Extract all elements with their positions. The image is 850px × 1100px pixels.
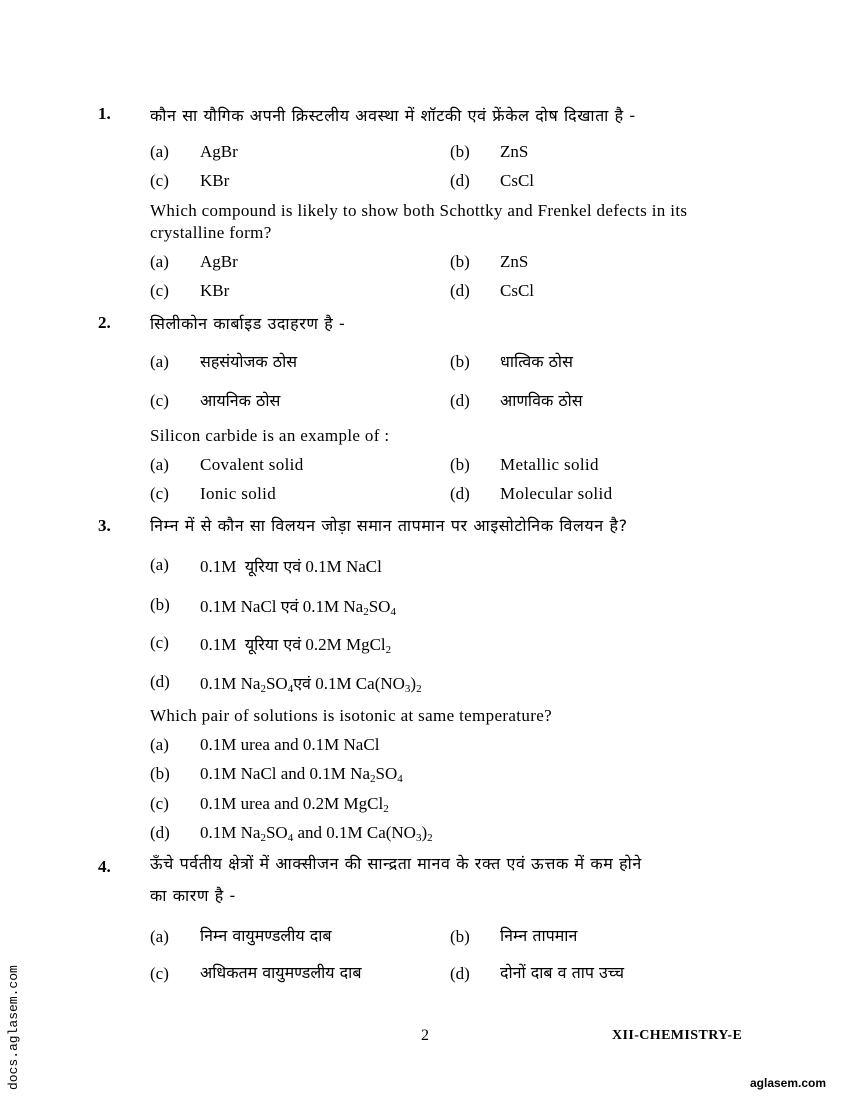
option-letter: (a) [150,555,169,574]
option-letter: (d) [450,171,470,190]
option-letter: (d) [450,964,470,983]
option-letter: (b) [450,352,470,371]
question-text-hindi: का कारण है - [150,886,236,905]
option-letter: (a) [150,927,169,946]
option-letter: (b) [450,252,470,271]
option-text: Ionic solid [200,484,277,503]
option-text: ZnS [500,142,529,161]
option-letter: (d) [450,391,470,410]
paper-code: XII-CHEMISTRY-E [612,1028,743,1043]
option-text: KBr [200,281,230,300]
option-text: 0.1M urea and 0.1M NaCl [200,735,380,754]
option-text: AgBr [200,252,238,271]
option-letter: (a) [150,252,169,271]
option-text: KBr [200,171,230,190]
option-letter: (c) [150,964,169,983]
side-watermark: docs.aglasem.com [6,965,21,1090]
question-number: 3. [98,516,111,535]
option-letter: (d) [450,484,470,503]
option-letter: (b) [450,927,470,946]
option-text: 0.1M $Na_2SO_4$ and 0.1M $Ca(NO_3)_2$ [200,823,433,844]
question-text-english: Silicon carbide is an example of : [150,426,390,445]
option-text: धात्विक ठोस [500,352,573,371]
question-number: 4. [98,857,111,876]
option-text: AgBr [200,142,238,161]
page-number: 2 [421,1027,429,1044]
option-letter: (c) [150,391,169,410]
option-text: Molecular solid [500,484,613,503]
option-letter: (c) [150,281,169,300]
option-text: ZnS [500,252,529,271]
option-letter: (d) [150,672,170,691]
option-letter: (a) [150,142,169,161]
option-text: सहसंयोजक ठोस [200,352,298,371]
option-letter: (a) [150,455,169,474]
option-letter: (d) [150,823,170,842]
question-text-hindi: ऊँचे पर्वतीय क्षेत्रों में आक्सीजन की सान्द्रता मानव के रक्त एवं ऊत्तक में कम होने [150,854,642,873]
option-text: निम्न वायुमण्डलीय दाब [200,926,332,945]
option-text: 0.1M NaCl एवं 0.1M $Na_2SO_4$ [200,597,396,618]
option-text: CsCl [500,281,535,300]
question-text-hindi: निम्न में से कौन सा विलयन जोड़ा समान तापमान पर आइसोटोनिक विलयन है? [150,516,628,535]
option-letter: (c) [150,484,169,503]
option-letter: (c) [150,794,169,813]
option-text: CsCl [500,171,535,190]
option-letter: (c) [150,171,169,190]
option-text: अधिकतम वायुमण्डलीय दाब [200,963,362,982]
option-text: 0.1M urea and 0.2M MgCl$_2$ [200,794,389,815]
question-text-hindi: कौन सा यौगिक अपनी क्रिस्टलीय अवस्था में शॉटकी एवं फ्रेंकेल दोष दिखाता है - [150,106,636,125]
question-number: 2. [98,313,111,332]
option-letter: (a) [150,352,169,371]
question-text-hindi: सिलीकोन कार्बाइड उदाहरण है - [150,314,346,333]
option-letter: (b) [450,455,470,474]
option-letter: (b) [450,142,470,161]
option-text: आणविक ठोस [500,391,583,410]
site-watermark: aglasem.com [750,1076,827,1090]
option-text: 0.1M NaCl and 0.1M $Na_2SO_4$ [200,764,403,785]
option-letter: (c) [150,633,169,652]
option-text: Metallic solid [500,455,599,474]
question-text-english: Which pair of solutions is isotonic at same temperature? [150,706,552,725]
option-text: 0.1M यूरिया एवं 0.2M MgCl$_2$ [200,635,392,656]
question-text-english: Which compound is likely to show both Schottky and Frenkel defects in its crystalline form? [150,201,688,242]
option-text: Covalent solid [200,455,304,474]
option-text: 0.1M $Na_2SO_4एवं$ 0.1M $Ca(NO_3)_2$ [200,674,422,695]
option-letter: (d) [450,281,470,300]
option-text: 0.1M यूरिया एवं 0.1M NaCl [200,557,382,576]
question-number: 1. [98,104,111,123]
option-letter: (b) [150,764,170,783]
option-text: निम्न तापमान [500,926,578,945]
option-text: आयनिक ठोस [200,391,281,410]
option-text: दोनों दाब व ताप उच्च [500,963,624,982]
option-letter: (a) [150,735,169,754]
option-letter: (b) [150,595,170,614]
